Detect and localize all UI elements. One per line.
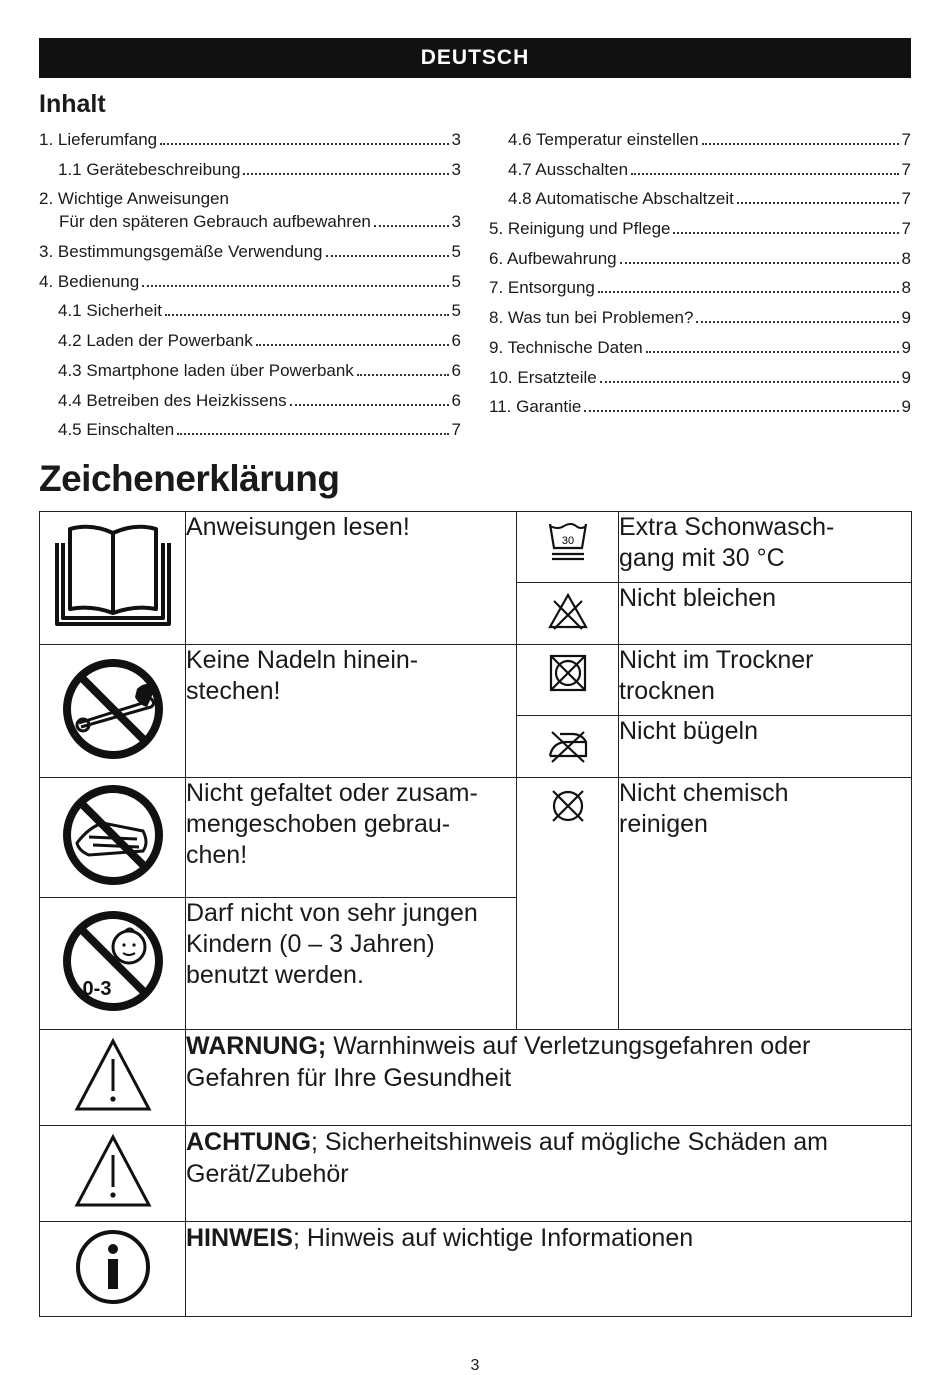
toc-entry[interactable]: 4. Bedienung 5 <box>39 271 461 291</box>
caution-text: ; Sicherheitshinweis auf mögliche Schäden am Gerät/Zubehör <box>186 1128 828 1188</box>
note-label: HINWEIS <box>186 1224 293 1252</box>
toc-entry[interactable]: 4.7 Ausschalten 7 <box>508 159 911 179</box>
caution-icon <box>40 1126 186 1222</box>
no-dry-clean-icon <box>517 778 619 1030</box>
toc-entry[interactable]: 2. Wichtige Anweisungen Für den späteren Gebrauch aufbewahren 3 <box>39 189 461 232</box>
no-folding-text: Nicht gefaltet oder zusam- mengeschoben gebrau- chen! <box>186 778 517 898</box>
toc-left-column <box>39 128 461 448</box>
toc-entry[interactable]: 9. Technische Daten 9 <box>489 337 911 357</box>
info-icon <box>40 1222 186 1317</box>
toc-entry[interactable]: 3. Bestimmungsgemäße Verwendung 5 <box>39 242 461 262</box>
no-tumble-dry-icon <box>517 645 619 716</box>
legend-title: Zeichenerklärung <box>39 458 340 499</box>
page-number: 3 <box>470 1357 480 1374</box>
toc-entry[interactable]: 8. Was tun bei Problemen? 9 <box>489 308 911 328</box>
warning-label: WARNUNG; <box>186 1032 327 1060</box>
note-row <box>186 1222 912 1317</box>
toc-entry[interactable]: 5. Reinigung und Pflege 7 <box>489 219 911 239</box>
toc-entry[interactable]: 11. Garantie 9 <box>489 397 911 417</box>
toc-entry[interactable]: 4.3 Smartphone laden über Powerbank 6 <box>58 360 461 380</box>
toc-entry[interactable]: 1. Lieferumfang 3 <box>39 130 461 149</box>
no-children-text: Darf nicht von sehr jungen Kindern (0 – 3 Jahren) benutzt werden. <box>186 898 517 1030</box>
toc-entry[interactable]: 7. Entsorgung 8 <box>489 278 911 298</box>
no-pins-text: Keine Nadeln hinein- stechen! <box>186 645 517 778</box>
no-tumble-dry-text: Nicht im Trockner trocknen <box>619 645 912 716</box>
warning-text: Warnhinweis auf Verletzungsgefahren oder Gefahren für Ihre Gesundheit <box>186 1032 811 1092</box>
svg-text:30: 30 <box>561 535 574 547</box>
read-instructions-text: Anweisungen lesen! <box>186 512 517 645</box>
toc-title: Inhalt <box>39 90 106 118</box>
toc-entry[interactable]: 10. Ersatzteile 9 <box>489 367 911 387</box>
toc-entry[interactable]: 4.1 Sicherheit 5 <box>58 301 461 321</box>
no-children-icon <box>40 898 186 1030</box>
no-ironing-icon <box>517 716 619 778</box>
toc-entry[interactable]: 4.2 Laden der Powerbank 6 <box>58 331 461 351</box>
language-label: DEUTSCH <box>420 46 530 69</box>
no-bleach-text: Nicht bleichen <box>619 583 912 645</box>
no-ironing-text: Nicht bügeln <box>619 716 912 778</box>
no-folding-icon <box>40 778 186 898</box>
toc-entry[interactable]: 4.5 Einschalten 7 <box>58 420 461 440</box>
read-instructions-icon <box>40 512 186 645</box>
toc-entry[interactable]: 6. Aufbewahrung 8 <box>489 248 911 268</box>
no-dry-clean-text: Nicht chemisch reinigen <box>619 778 912 1030</box>
wash-30-icon <box>517 512 619 583</box>
toc-entry[interactable]: 4.8 Automatische Abschaltzeit 7 <box>508 189 911 209</box>
caution-row <box>186 1126 912 1222</box>
warning-icon <box>40 1030 186 1126</box>
wash-30-text: Extra Schonwasch- gang mit 30 °C <box>619 512 912 583</box>
note-text: ; Hinweis auf wichtige Informationen <box>292 1224 694 1252</box>
toc-right-column <box>489 128 911 425</box>
toc-entry[interactable]: 4.4 Betreiben des Heizkissens 6 <box>58 390 461 410</box>
caution-label: ACHTUNG <box>186 1128 311 1156</box>
no-pins-icon <box>40 645 186 778</box>
language-banner <box>39 38 911 78</box>
toc-entry[interactable]: 4.6 Temperatur einstellen 7 <box>508 130 911 149</box>
toc-entry[interactable]: 1.1 Gerätebeschreibung 3 <box>58 159 461 179</box>
no-bleach-icon <box>517 583 619 645</box>
symbol-legend-table <box>39 511 912 1317</box>
svg-text:0-3: 0-3 <box>82 978 111 1000</box>
warning-row <box>186 1030 912 1126</box>
